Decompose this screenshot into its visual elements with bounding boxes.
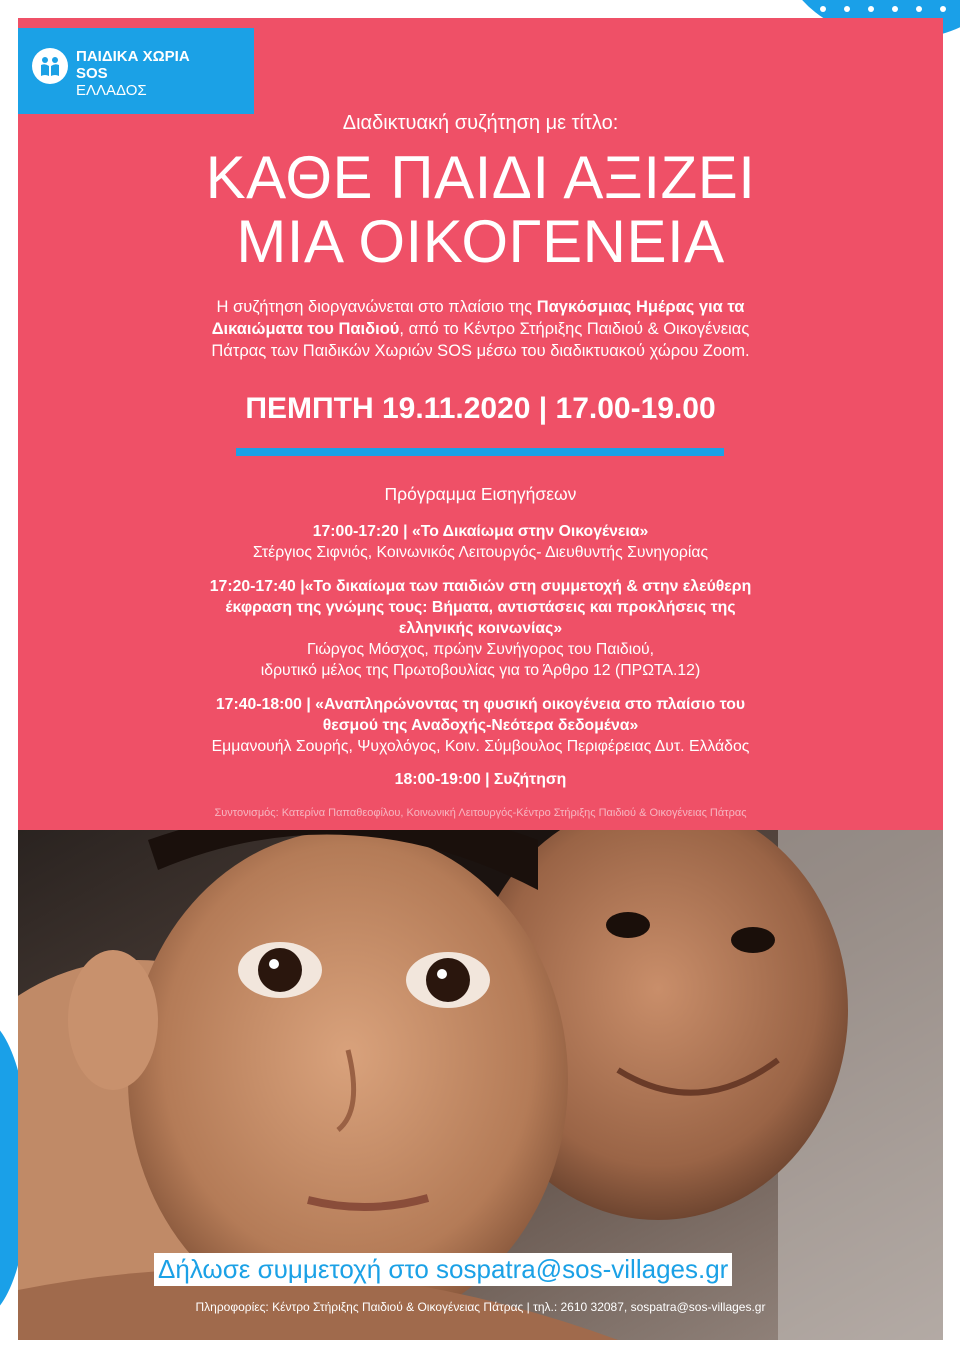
- program-item: [18, 694, 943, 757]
- event-title: [18, 146, 943, 274]
- intro-text-1: Η συζήτηση διοργανώνεται στο πλαίσιο της: [216, 298, 537, 316]
- program-item: [18, 521, 943, 563]
- program-item-speaker: Γιώργος Μόσχος, πρώην Συνήγορος του Παιδιού,: [306, 641, 655, 658]
- header-panel: [18, 18, 943, 830]
- logo-line-3: ΕΛΛΑΔΟΣ: [76, 82, 147, 99]
- intro-text-2: , από το Κέντρο Στήριξης Παιδιού & Οικογένειας: [399, 320, 750, 338]
- logo-text: [76, 48, 190, 99]
- program-heading: Πρόγραμμα Εισηγήσεων: [384, 484, 577, 504]
- intro-paragraph: [18, 296, 943, 362]
- program-item-title: ελληνικής κοινωνίας»: [398, 620, 563, 637]
- event-date: ΠΕΜΠΤΗ 19.11.2020 | 17.00-19.00: [245, 392, 716, 425]
- logo-line-1: ΠΑΙΔΙΚΑ ΧΩΡΙΑ: [76, 48, 190, 65]
- program-item-speaker: Εμμανουήλ Σουρής, Ψυχολόγος, Κοιν. Σύμβουλος Περιφέρειας Δυτ. Ελλάδος: [211, 738, 750, 755]
- program-item: [18, 769, 943, 790]
- program-item-title: 18:00-19:00 | Συζήτηση: [394, 771, 567, 788]
- program-item-title: 17:20-17:40 |«Το δικαίωμα των παιδιών στη συμμετοχή & στην ελεύθερη: [209, 578, 752, 595]
- program-item-speaker: Στέργιος Σιφνιός, Κοινωνικός Λειτουργός- Διευθυντής Συνηγορίας: [252, 544, 709, 561]
- intro-text-3: Πάτρας των Παιδικών Χωριών SOS μέσω του διαδικτυακού χώρου Zoom.: [211, 342, 750, 360]
- program-item-speaker: ιδρυτικό μέλος της Πρωτοβουλίας για το Άρθρο 12 (ΠΡΩΤΑ.12): [260, 662, 701, 679]
- poster: [18, 18, 943, 1340]
- event-subtitle: Διαδικτυακή συζήτηση με τίτλο:: [342, 112, 619, 134]
- title-line-1: ΚΑΘΕ ΠΑΙΔΙ ΑΞΙΖΕΙ: [205, 144, 756, 211]
- intro-bold-2: Δικαιώματα του Παιδιού: [211, 320, 400, 338]
- program-item-title: 17:40-18:00 | «Αναπληρώνοντας τη φυσική οικογένεια στο πλαίσιο του: [215, 696, 746, 713]
- intro-bold-1: Παγκόσμιας Ημέρας για τα: [536, 298, 745, 316]
- sos-logo: [18, 28, 254, 114]
- coordination-note: Συντονισμός: Κατερίνα Παπαθεοφίλου, Κοινωνική Λειτουργός-Κέντρο Στήριξης Παιδιού & Οικογένειας Πάτρας: [214, 807, 747, 819]
- registration-link[interactable]: Δήλωσε συμμετοχή στο sospatra@sos-villages.gr: [154, 1253, 732, 1286]
- sos-emblem-icon: [32, 48, 68, 84]
- logo-line-2: SOS: [76, 65, 108, 82]
- program-item: [18, 576, 943, 681]
- program-item-title: θεσμού της Αναδοχής-Νεότερα δεδομένα»: [322, 717, 639, 734]
- program-item-title: έκφραση της γνώμης τους: Βήματα, αντιστάσεις και προκλήσεις της: [225, 599, 736, 616]
- divider-bar: [236, 448, 724, 456]
- program-item-title: 17:00-17:20 | «Το Δικαίωμα στην Οικογένεια»: [312, 523, 649, 540]
- contact-info: Πληροφορίες: Κέντρο Στήριξης Παιδιού & Οικογένειας Πάτρας | τηλ.: 2610 32087, sospatra@sos-villages.gr: [195, 1300, 766, 1314]
- title-line-2: ΜΙΑ ΟΙΚΟΓΕΝΕΙΑ: [236, 208, 725, 275]
